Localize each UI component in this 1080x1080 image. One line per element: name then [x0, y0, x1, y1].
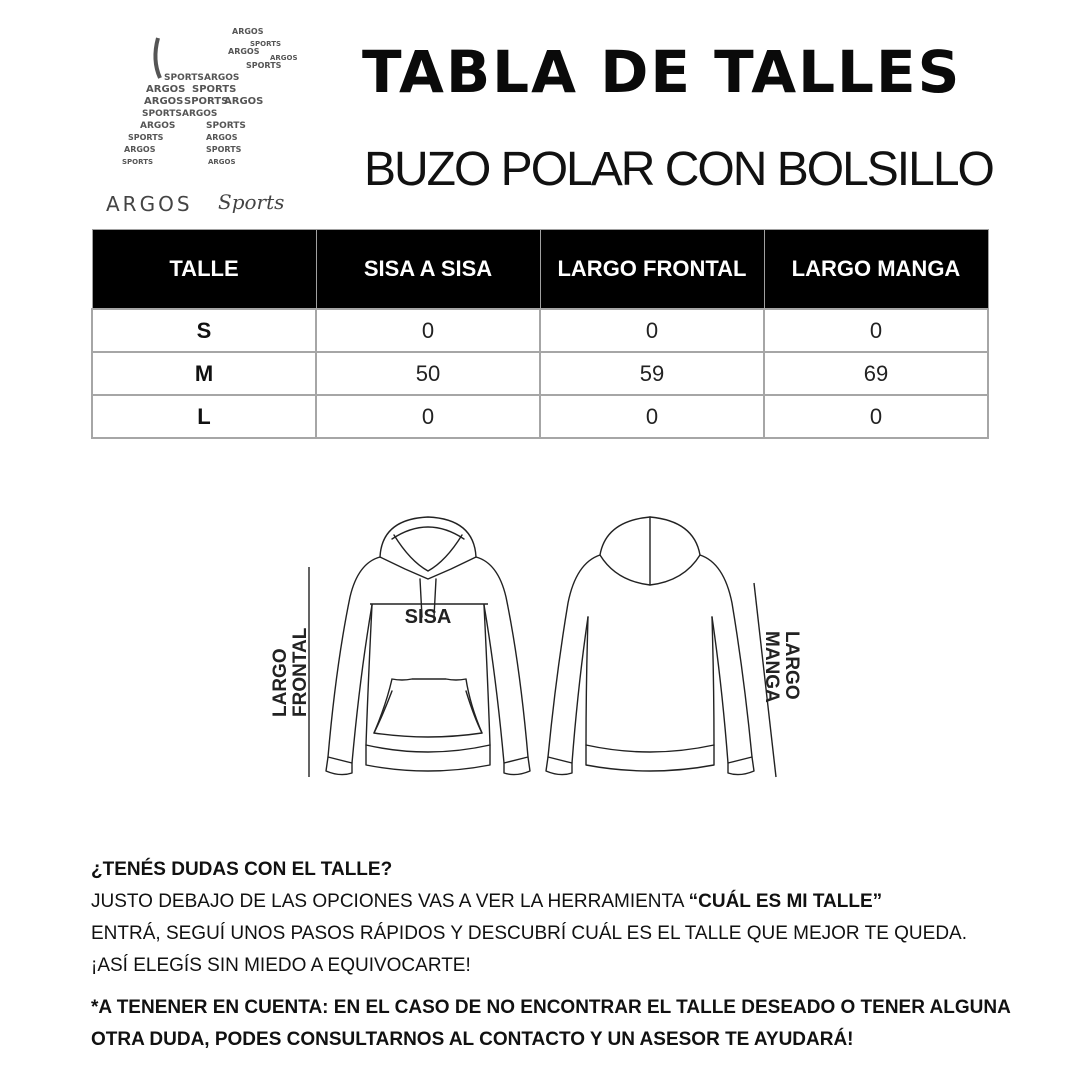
- dog-silhouette-icon: [100, 20, 300, 190]
- svg-text:ARGOS: ARGOS: [208, 158, 236, 166]
- logo-brand-name: ARGOS: [106, 192, 193, 216]
- faq-note: *A TENENER EN CUENTA: EN EL CASO DE NO ENCONTRAR EL TALLE DESEADO O TENER ALGUNA OTRA DUDA, PODES CONSULTARNOS AL CONTACTO Y UN ASESOR TE AYUDARÁ!: [91, 997, 1011, 1050]
- faq-line-1-text: JUSTO DEBAJO DE LAS OPCIONES VAS A VER LA HERRAMIENTA: [91, 891, 689, 912]
- hoodie-front-icon: [326, 517, 530, 775]
- cell-sisa: 0: [316, 395, 540, 438]
- cell-size: M: [92, 352, 316, 395]
- svg-text:ARGOS: ARGOS: [124, 145, 156, 154]
- header-sisa: SISA A SISA: [316, 230, 540, 310]
- size-table: [91, 229, 989, 439]
- table-row: [92, 395, 988, 438]
- header-largo-manga: LARGO MANGA: [764, 230, 988, 310]
- page-title: TABLA DE TALLES: [362, 38, 962, 106]
- faq-question: ¿TENÉS DUDAS CON EL TALLE?: [91, 859, 393, 880]
- svg-text:ARGOS: ARGOS: [144, 96, 184, 107]
- largo-manga-label-2: MANGA: [761, 631, 782, 703]
- faq-line-1: [91, 886, 1031, 918]
- cell-manga: 69: [764, 352, 988, 395]
- table-header-row: [92, 230, 988, 310]
- svg-text:SPORTS: SPORTS: [192, 84, 237, 95]
- largo-frontal-label-2: FRONTAL: [290, 627, 311, 717]
- header-largo-frontal: LARGO FRONTAL: [540, 230, 764, 310]
- svg-text:ARGOS: ARGOS: [182, 109, 218, 119]
- svg-text:SPORTS: SPORTS: [206, 145, 242, 154]
- hoodie-back-icon: [546, 517, 754, 775]
- brand-logo: [100, 20, 300, 216]
- product-subtitle: BUZO POLAR CON BOLSILLO: [364, 143, 993, 196]
- table-row: [92, 309, 988, 352]
- largo-frontal-label-1: LARGO: [270, 648, 291, 717]
- cell-size: L: [92, 395, 316, 438]
- hoodie-measurement-diagram: [260, 505, 820, 795]
- svg-text:SPORTS: SPORTS: [128, 133, 164, 142]
- svg-text:SPORTS: SPORTS: [184, 96, 229, 107]
- svg-text:SPORTS: SPORTS: [122, 158, 154, 166]
- svg-text:ARGOS: ARGOS: [232, 27, 264, 36]
- svg-text:SPORTS: SPORTS: [206, 121, 246, 131]
- svg-text:ARGOS: ARGOS: [204, 73, 240, 83]
- svg-text:ARGOS: ARGOS: [270, 54, 298, 62]
- faq-line-2: ENTRÁ, SEGUÍ UNOS PASOS RÁPIDOS Y DESCUBRÍ CUÁL ES EL TALLE QUE MEJOR TE QUEDA.: [91, 923, 967, 944]
- header-talle: TALLE: [92, 230, 316, 310]
- faq-section: [91, 854, 1031, 1056]
- largo-manga-label-1: LARGO: [781, 631, 802, 700]
- logo-brand-script: Sports: [218, 190, 285, 214]
- cell-frontal: 0: [540, 395, 764, 438]
- sisa-label: SISA: [404, 606, 452, 628]
- cell-manga: 0: [764, 395, 988, 438]
- svg-text:ARGOS: ARGOS: [146, 84, 186, 95]
- cell-sisa: 0: [316, 309, 540, 352]
- size-tool-name: “CUÁL ES MI TALLE”: [688, 891, 883, 912]
- svg-text:ARGOS: ARGOS: [224, 96, 264, 107]
- svg-text:SPORTS: SPORTS: [142, 109, 182, 119]
- svg-text:ARGOS: ARGOS: [206, 133, 238, 142]
- svg-text:SPORTS: SPORTS: [246, 61, 282, 70]
- cell-frontal: 59: [540, 352, 764, 395]
- table-row: [92, 352, 988, 395]
- cell-sisa: 50: [316, 352, 540, 395]
- cell-frontal: 0: [540, 309, 764, 352]
- svg-text:ARGOS: ARGOS: [228, 47, 260, 56]
- svg-text:SPORTS: SPORTS: [250, 40, 282, 48]
- cell-size: S: [92, 309, 316, 352]
- svg-text:SPORTS: SPORTS: [164, 73, 204, 83]
- svg-text:ARGOS: ARGOS: [140, 121, 176, 131]
- faq-line-3: ¡ASÍ ELEGÍS SIN MIEDO A EQUIVOCARTE!: [91, 955, 471, 976]
- cell-manga: 0: [764, 309, 988, 352]
